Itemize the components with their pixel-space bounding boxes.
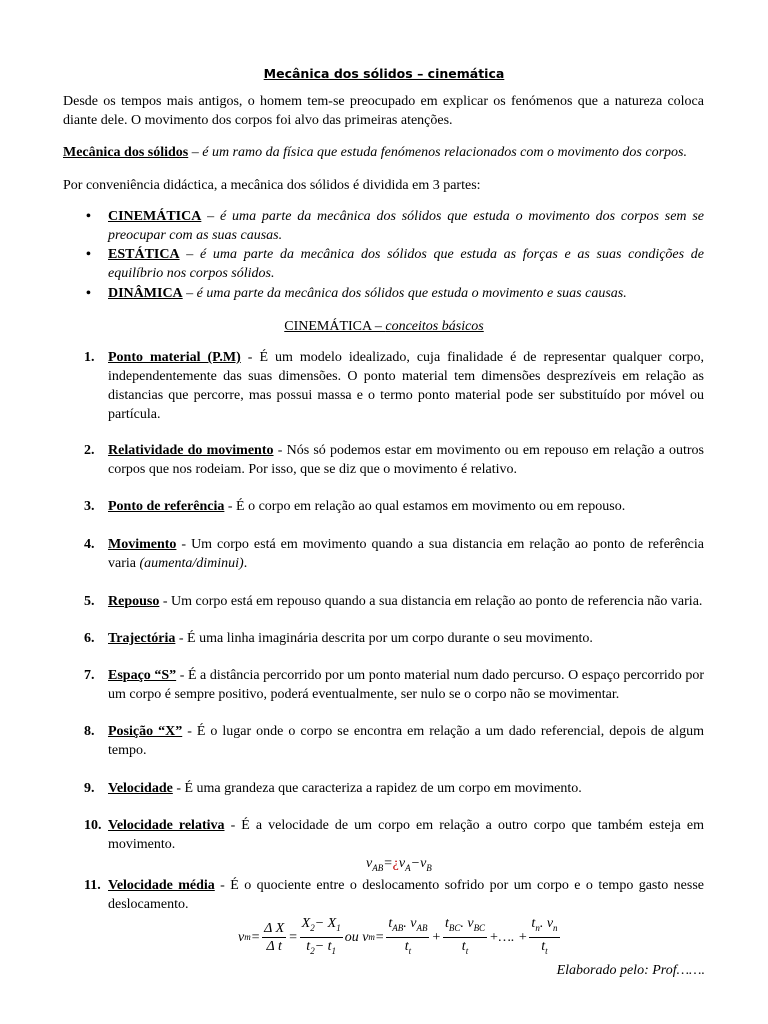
item-term: Repouso [108,594,160,609]
item-text: - Nós só podemos estar em movimento ou em repouso em relação a outros corpos que nos rodeiam. Por isso, que se diz que o movimento é relativo. [108,443,704,477]
section-main: CINEMÁTICA – [284,319,386,334]
definition-paragraph: Mecânica dos sólidos – é um ramo da física que estuda fenómenos relacionados com o movimento dos corpos. [63,145,687,160]
item-term: Relatividade do movimento [108,443,274,458]
part-term: ESTÁTICA [108,247,180,262]
part-text: é uma parte da mecânica dos sólidos que estuda o movimento e suas causas. [196,286,627,301]
part-cinematica: CINEMÁTICA – é uma parte da mecânica dos sólidos que estuda o movimento dos corpos sem se preocupar com as suas causas. [108,209,705,243]
part-dinamica: DINÂMICA – é uma parte da mecânica dos sólidos que estuda o movimento e suas causas. [108,286,627,301]
item-term: Velocidade relativa [108,818,225,833]
item-number: 11. [84,878,101,893]
part-text: é uma parte da mecânica dos sólidos que estuda as forças e as suas condições de equilíbrio nos corpos sólidos. [108,247,705,281]
item-term: Ponto de referência [108,499,225,514]
part-term: CINEMÁTICA [108,209,202,224]
part-text: é uma parte da mecânica dos sólidos que estuda o movimento dos corpos sem se preocupar com as suas causas. [108,209,705,243]
item-term: Trajectória [108,631,176,646]
division-paragraph: Por conveniência didáctica, a mecânica dos sólidos é dividida em 3 partes: [63,178,481,193]
item-text: - É um modelo idealizado, cuja finalidade é de representar qualquer corpo, independentemente das suas dimensões. O ponto material tem dimensões desprezíveis em relação as distancias que percorre, mas possui massa e o termo ponto material pode ser substituído por móvel ou partícula. [108,350,704,422]
item-text: - Um corpo está em repouso quando a sua distancia em relação ao ponto de referencia não varia. [159,594,703,609]
page-title: Mecânica dos sólidos – cinemática [263,66,505,81]
list-item [108,876,704,914]
item-number: 5. [84,594,95,609]
item-number: 9. [84,781,95,796]
item-number: 2. [84,443,95,458]
item-term: Movimento [108,537,177,552]
item-tail: . [243,556,248,571]
item-text: - Um corpo está em movimento quando a sua distancia em relação ao ponto de referência varia [108,537,704,571]
item-number: 3. [84,499,95,514]
bullet-icon: • [86,209,91,224]
bullet-icon: • [86,247,91,262]
item-number: 10. [84,818,102,833]
item-text: - É a distância percorrido por um ponto material num dado percurso. O espaço percorrido por um corpo é sempre positivo, poderá eventualmente, ser nulo se o corpo não se movimentar. [108,668,704,702]
definition-term: Mecânica dos sólidos [63,145,189,160]
list-item [108,535,704,573]
average-velocity-formula: v m = $\frac{\text{Δ X}}{\text{Δ t}}$ = $\frac{X_2- X_1}{t_2- t_1}$ ou v m = $\frac{t_{AB}. v_{AB}}{t_t}$ + $\frac{t_{BC}. v_{BC}}{t_t}$ +…. + $\frac{t_n. v_n}{t_t}$ [238,916,558,956]
list-item [108,592,704,611]
item-extra: (aumenta/diminui) [139,556,244,571]
part-term: DINÂMICA [108,286,183,301]
list-item [108,816,704,854]
list-item [108,497,704,516]
item-text: - É uma linha imaginária descrita por um corpo durante o seu movimento. [175,631,593,646]
list-item [108,348,704,424]
item-number: 7. [84,668,95,683]
item-number: 1. [84,350,95,365]
item-term: Espaço “S” [108,668,177,683]
item-number: 8. [84,724,95,739]
item-number: 4. [84,537,95,552]
item-text: - É o quociente entre o deslocamento sofrido por um corpo e o tempo gasto nesse deslocamento. [108,878,704,912]
item-text: - É o lugar onde o corpo se encontra em relação a um dado referencial, depois de algum tempo. [108,724,704,758]
item-number: 6. [84,631,95,646]
author-footer: Elaborado pelo: Prof……. [556,963,705,978]
bullet-icon: • [86,286,91,301]
list-item [108,779,704,798]
intro-paragraph: Desde os tempos mais antigos, o homem tem-se preocupado em explicar os fenómenos que a natureza coloca diante dele. O movimento dos corpos foi alvo das primeiras atenções. [63,94,704,128]
item-term: Velocidade média [108,878,215,893]
list-item [108,722,704,760]
section-sub: conceitos básicos [385,319,484,334]
part-estatica: ESTÁTICA – é uma parte da mecânica dos sólidos que estuda as forças e as suas condições de equilíbrio nos corpos sólidos. [108,247,705,281]
list-item [108,441,704,479]
definition-text: é um ramo da física que estuda fenómenos relacionados com o movimento dos corpos. [202,145,687,160]
item-term: Posição “X” [108,724,183,739]
item-term: Ponto material (P.M) [108,350,241,365]
item-term: Velocidade [108,781,173,796]
list-item [108,629,704,648]
item-text: - É a velocidade de um corpo em relação a outro corpo que também esteja em movimento. [108,818,704,852]
relative-velocity-formula: $v_{AB}=¿v_A-v_B$ [366,856,432,873]
item-text: - É o corpo em relação ao qual estamos em movimento ou em repouso. [224,499,626,514]
list-item [108,666,704,704]
item-text: - É uma grandeza que caracteriza a rapidez de um corpo em movimento. [172,781,582,796]
section-heading [0,317,768,336]
